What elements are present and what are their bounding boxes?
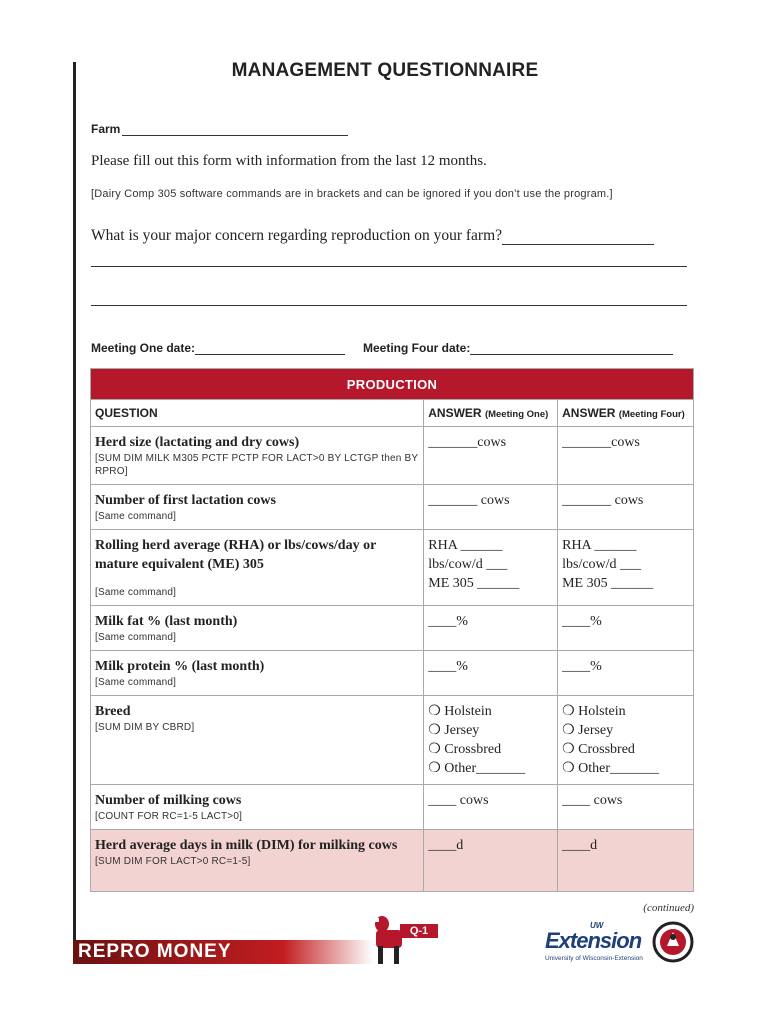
question-text: Number of milking cows xyxy=(95,793,242,808)
repro-money-logo: REPRO MONEY xyxy=(78,941,232,962)
breed-option-crossbred[interactable]: ❍ Crossbred xyxy=(428,742,502,757)
meeting-one-input[interactable] xyxy=(195,342,345,355)
lbs-cow-day-field[interactable]: lbs/cow/d ___ xyxy=(428,557,508,572)
answer-meeting-four[interactable] xyxy=(558,530,694,606)
concern-label: What is your major concern regarding reproduction on your farm? xyxy=(91,227,503,244)
command-text: [Same command] xyxy=(95,677,177,688)
command-text: [Same command] xyxy=(95,587,177,598)
production-table xyxy=(90,368,694,892)
cow-icon xyxy=(372,914,410,966)
answer-meeting-four[interactable]: ____% xyxy=(558,651,694,696)
meeting-one-date xyxy=(91,341,345,355)
concern-input-line-3[interactable] xyxy=(91,305,687,306)
answer-meeting-one[interactable]: ____ cows xyxy=(424,785,558,830)
concern-input-line-1[interactable] xyxy=(502,230,654,245)
farm-input-line[interactable] xyxy=(122,123,348,136)
question-cell xyxy=(91,785,424,830)
breed-option-other[interactable]: ❍ Other_______ xyxy=(562,761,660,776)
answer-meeting-four[interactable]: ____d xyxy=(558,830,694,892)
farm-label: Farm xyxy=(91,122,121,136)
question-cell xyxy=(91,830,424,892)
seal-icon xyxy=(652,920,694,964)
breed-option-holstein[interactable]: ❍ Holstein xyxy=(428,704,492,719)
answer-meeting-four xyxy=(558,696,694,785)
extension-logo: Extension xyxy=(545,928,642,953)
question-text: Rolling herd average (RHA) or lbs/cows/day or mature equivalent (ME) 305 xyxy=(95,538,377,572)
continued-note: (continued) xyxy=(643,902,694,914)
meeting-four-input[interactable] xyxy=(470,342,673,355)
column-header-question: QUESTION xyxy=(91,400,424,427)
breed-option-jersey[interactable]: ❍ Jersey xyxy=(562,723,614,738)
table-row xyxy=(91,485,694,530)
breed-option-crossbred[interactable]: ❍ Crossbred xyxy=(562,742,635,757)
question-cell xyxy=(91,485,424,530)
answer-meeting-four[interactable]: ____% xyxy=(558,606,694,651)
column-header-answer-meeting-one: ANSWER (Meeting One) xyxy=(424,400,558,427)
command-text: [Same command] xyxy=(95,511,177,522)
me305-field[interactable]: ME 305 ______ xyxy=(428,576,520,591)
question-text: Breed xyxy=(95,704,131,719)
breed-option-other[interactable]: ❍ Other_______ xyxy=(428,761,526,776)
breed-option-holstein[interactable]: ❍ Holstein xyxy=(562,704,626,719)
question-cell xyxy=(91,606,424,651)
table-row xyxy=(91,830,694,892)
table-row xyxy=(91,606,694,651)
table-row xyxy=(91,651,694,696)
answer-meeting-one[interactable]: ____% xyxy=(424,651,558,696)
question-text: Milk protein % (last month) xyxy=(95,659,265,674)
lbs-cow-day-field[interactable]: lbs/cow/d ___ xyxy=(562,557,642,572)
table-row xyxy=(91,530,694,606)
page-tag: Q-1 xyxy=(400,924,438,938)
command-text: [COUNT FOR RC=1-5 LACT>0] xyxy=(95,811,243,822)
answer-meeting-one[interactable]: _______ cows xyxy=(424,485,558,530)
question-cell xyxy=(91,696,424,785)
table-row xyxy=(91,785,694,830)
meeting-four-label: Meeting Four date: xyxy=(363,341,471,355)
question-cell xyxy=(91,427,424,485)
answer-meeting-one[interactable]: ____d xyxy=(424,830,558,892)
page-title: MANAGEMENT QUESTIONNAIRE xyxy=(231,60,539,81)
left-margin-rule xyxy=(73,62,76,942)
table-row xyxy=(91,696,694,785)
meeting-four-date xyxy=(363,341,673,355)
question-cell xyxy=(91,530,424,606)
question-text: Herd average days in milk (DIM) for milking cows xyxy=(95,838,398,853)
question-cell xyxy=(91,651,424,696)
breed-option-jersey[interactable]: ❍ Jersey xyxy=(428,723,480,738)
concern-question xyxy=(91,227,654,245)
me305-field[interactable]: ME 305 ______ xyxy=(562,576,654,591)
software-note: [Dairy Comp 305 software commands are in brackets and can be ignored if you don’t use the program.] xyxy=(91,188,613,200)
answer-meeting-one[interactable] xyxy=(424,530,558,606)
command-text: [SUM DIM BY CBRD] xyxy=(95,722,195,733)
question-text: Milk fat % (last month) xyxy=(95,614,238,629)
answer-meeting-four[interactable]: _______ cows xyxy=(558,485,694,530)
answer-meeting-four[interactable]: _______cows xyxy=(558,427,694,485)
uw-mark: UW xyxy=(590,921,604,930)
farm-field xyxy=(91,122,348,136)
command-text: [SUM DIM FOR LACT>0 RC=1-5] xyxy=(95,856,251,867)
intro-text: Please fill out this form with information from the last 12 months. xyxy=(91,153,487,169)
meeting-one-label: Meeting One date: xyxy=(91,341,196,355)
section-header-production: PRODUCTION xyxy=(91,369,694,400)
rha-field[interactable]: RHA ______ xyxy=(562,538,637,553)
answer-meeting-one xyxy=(424,696,558,785)
answer-meeting-four[interactable]: ____ cows xyxy=(558,785,694,830)
concern-input-line-2[interactable] xyxy=(91,266,687,267)
answer-meeting-one[interactable]: _______cows xyxy=(424,427,558,485)
command-text: [Same command] xyxy=(95,632,177,643)
answer-meeting-one[interactable]: ____% xyxy=(424,606,558,651)
question-text: Herd size (lactating and dry cows) xyxy=(95,435,300,450)
rha-field[interactable]: RHA ______ xyxy=(428,538,503,553)
table-row xyxy=(91,427,694,485)
extension-subtitle: University of Wisconsin-Extension xyxy=(545,955,643,962)
question-text: Number of first lactation cows xyxy=(95,493,276,508)
command-text: [SUM DIM MILK M305 PCTF PCTP FOR LACT>0 BY LCTGP then BY RPRO] xyxy=(95,453,419,477)
column-header-answer-meeting-four: ANSWER (Meeting Four) xyxy=(558,400,694,427)
